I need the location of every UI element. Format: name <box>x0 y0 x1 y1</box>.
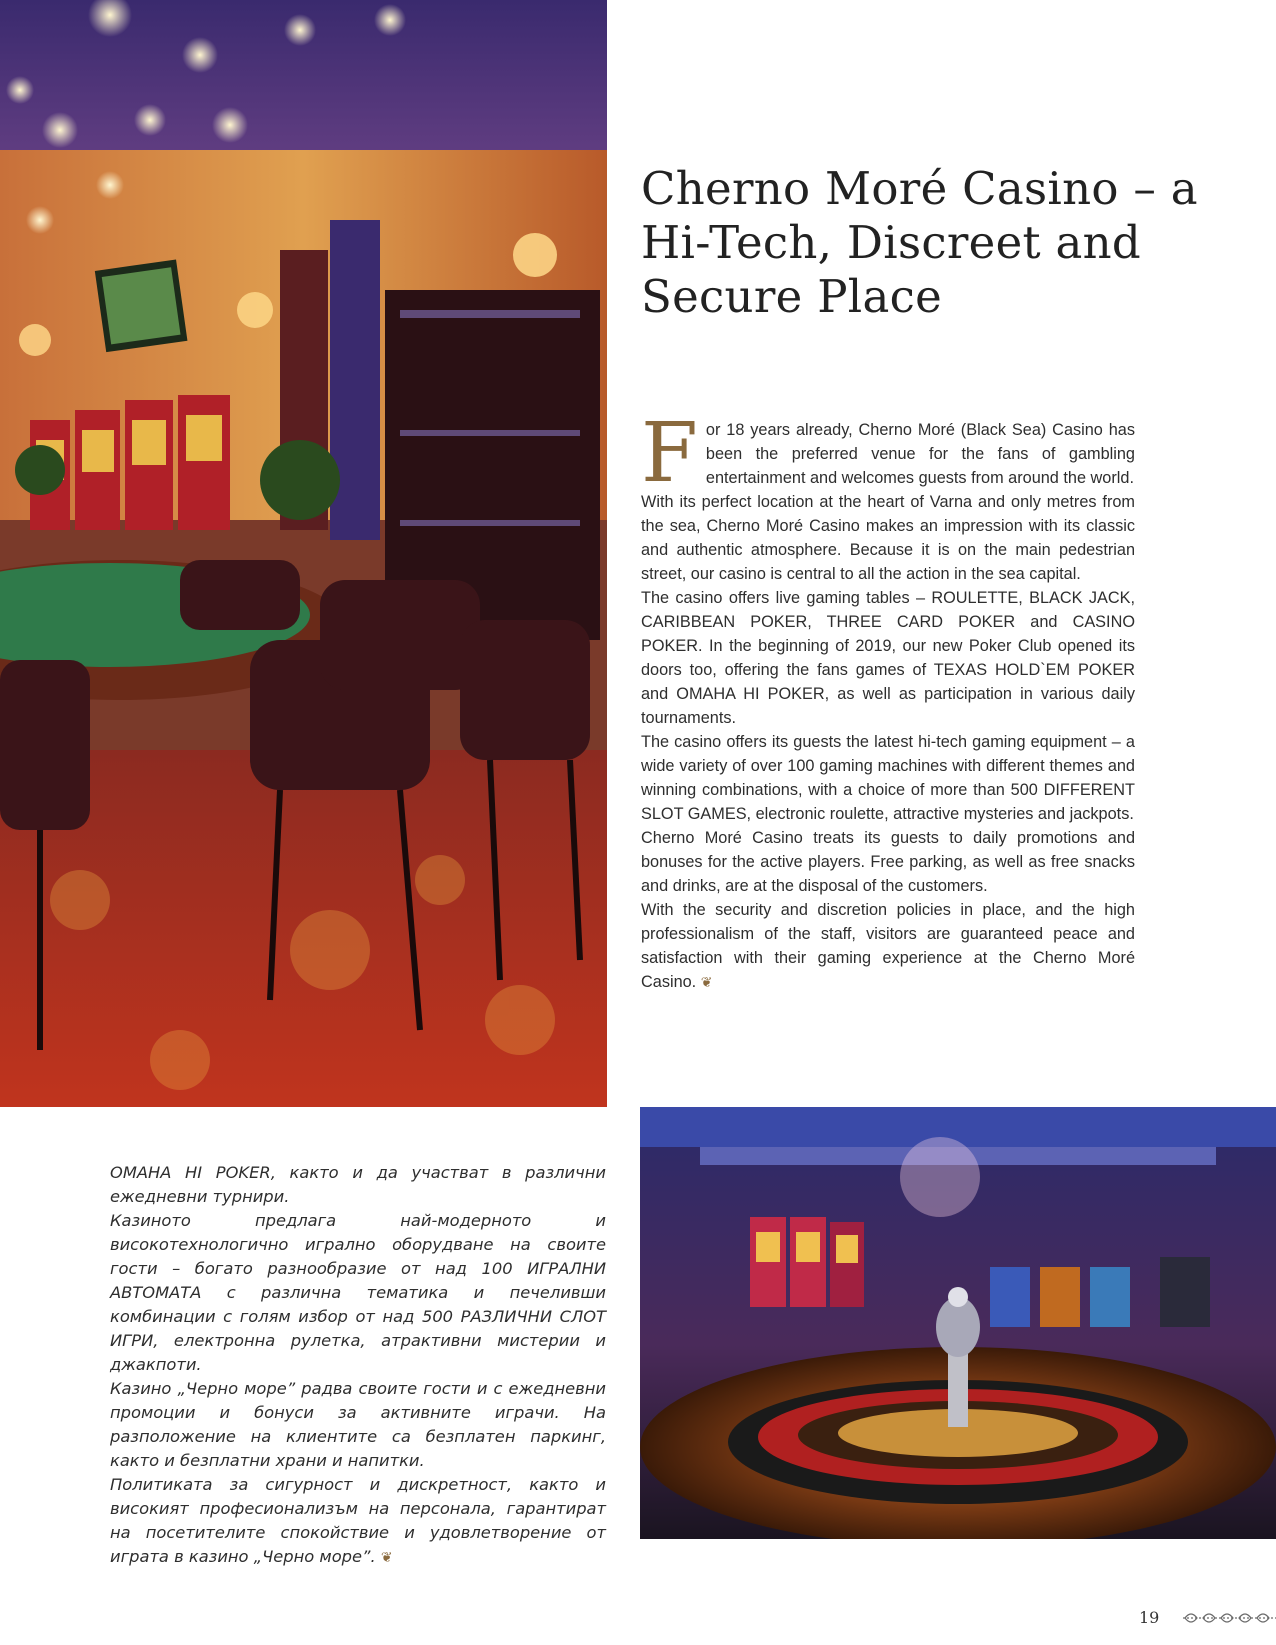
paragraph: OMAHA HI POKER, както и да участват в различни ежедневни турнири. <box>110 1163 606 1206</box>
end-mark-icon: ❦ <box>380 1550 393 1566</box>
paragraph: For 18 years already, Cherno Moré (Black Sea) Casino has been the preferred venue for the fans of gambling entertainment and welcomes guests from around the world. <box>641 406 1135 501</box>
page-number: 19 <box>1139 1608 1160 1627</box>
paragraph: With the security and discretion policies in place, and the high professionalism of the staff, visitors are guaranteed peace and satisfaction with their gaming experience at the Cherno Moré Casino. ❦ <box>641 901 1135 991</box>
paragraph: Казиното предлага най-модерното и високотехнологично игрално оборудване на своите гости – богато разнообразие от над 100 ИГРАЛНИ АВТОМАТА с различна тематика и печеливши комбинации с голям избор от над 500 РАЗЛИЧНИ СЛОТ ИГРИ, електронна рулетка, атрактивни мистерии и джакпоти. <box>110 1211 606 1374</box>
article-title: Cherno Moré Casino – a Hi-Tech, Discreet and Secure Place <box>641 162 1198 323</box>
end-mark-icon: ❦ <box>700 974 713 990</box>
english-body <box>641 406 1135 994</box>
drop-cap: F <box>641 406 698 501</box>
casino-floor-photo <box>0 0 607 1107</box>
paragraph: The casino offers its guests the latest hi-tech gaming equipment – a wide variety of over 100 gaming machines with different themes and winning combinations, with a choice of more than 500 DIFFERENT SLOT GAMES, electronic roulette, attractive mysteries and jackpots. <box>641 733 1135 823</box>
roulette-photo <box>640 1107 1276 1539</box>
ornament-border-icon <box>1183 1608 1276 1628</box>
paragraph: Политиката за сигурност и дискретност, както и високият професионализъм на персонала, гарантират на посетителите спокойствие и удовлетворение от играта в казино „Черно море”. ❦ <box>110 1475 606 1566</box>
paragraph: Казино „Черно море” радва своите гости и с ежедневни промоции и бонуси за активните играчи. На разположение на клиентите са безплатен паркинг, както и безплатни храни и напитки. <box>110 1379 606 1470</box>
bulgarian-body <box>110 1161 606 1570</box>
paragraph: With its perfect location at the heart of Varna and only metres from the sea, Cherno Moré Casino makes an impression with its classic and authentic atmosphere. Because it is on the main pedestrian street, our casino is central to all the action in the sea capital. <box>641 493 1135 583</box>
paragraph: The casino offers live gaming tables – ROULETTE, BLACK JACK, CARIBBEAN POKER, THREE CARD POKER and CASINO POKER. In the beginning of 2019, our new Poker Club opened its doors too, offering the fans games of TEXAS HOLD`EM POKER and OMAHA HI POKER, as well as participation in various daily tournaments. <box>641 589 1135 727</box>
paragraph: Cherno Moré Casino treats its guests to daily promotions and bonuses for the active players. Free parking, as well as free snacks and drinks, are at the disposal of the customers. <box>641 829 1135 895</box>
